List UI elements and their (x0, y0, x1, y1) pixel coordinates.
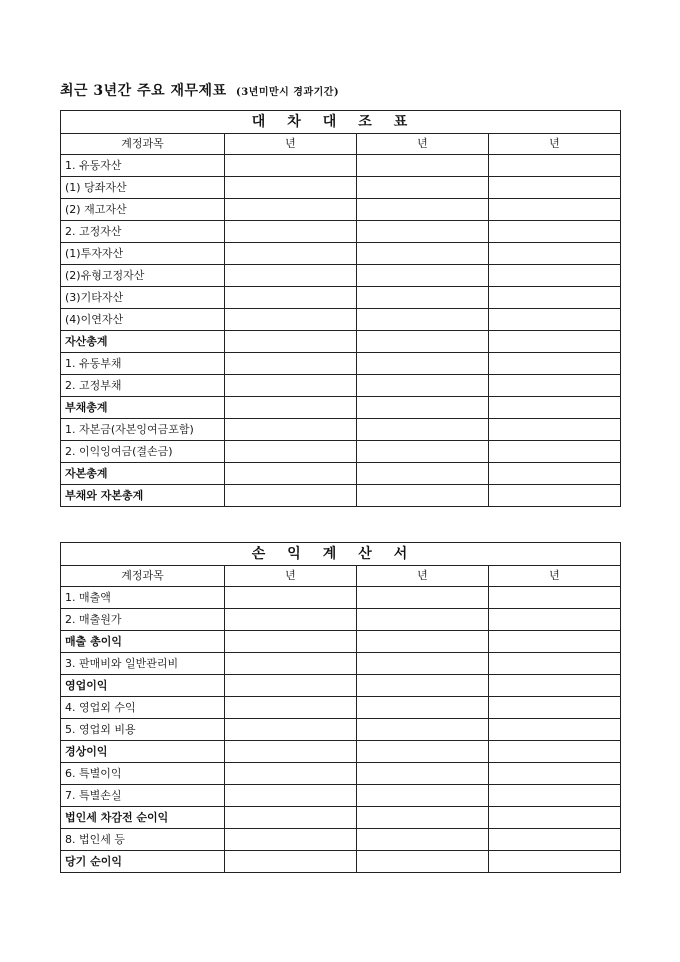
year-2-value-cell[interactable] (357, 353, 489, 375)
year-1-value-cell[interactable] (225, 463, 357, 485)
table-row (61, 763, 621, 785)
table-row (61, 675, 621, 697)
year-3-value-cell[interactable] (489, 353, 621, 375)
account-label: 2. 매출원가 (61, 609, 225, 631)
balance-sheet-title-row (61, 111, 621, 134)
year-2-value-cell[interactable] (357, 221, 489, 243)
table-row (61, 741, 621, 763)
year-2-value-cell[interactable] (357, 807, 489, 829)
income-statement-body (61, 543, 621, 873)
income-statement-title: 손익계산서 (61, 543, 621, 566)
account-label: 1. 유동자산 (61, 155, 225, 177)
year-2-value-cell[interactable] (357, 719, 489, 741)
header-year-1: 년 (225, 566, 357, 587)
account-label: (1) 당좌자산 (61, 177, 225, 199)
year-2-value-cell[interactable] (357, 199, 489, 221)
year-3-value-cell[interactable] (489, 243, 621, 265)
year-1-value-cell[interactable] (225, 697, 357, 719)
account-label: (4)이연자산 (61, 309, 225, 331)
page-title-text: 최근 3년간 주요 재무제표 (60, 83, 227, 99)
year-3-value-cell[interactable] (489, 485, 621, 507)
year-1-value-cell[interactable] (225, 265, 357, 287)
table-row (61, 829, 621, 851)
year-2-value-cell[interactable] (357, 463, 489, 485)
year-3-value-cell[interactable] (489, 741, 621, 763)
page-title-note: (3년미만시 경과기간) (235, 87, 340, 98)
table-row (61, 177, 621, 199)
year-1-value-cell[interactable] (225, 719, 357, 741)
year-1-value-cell[interactable] (225, 441, 357, 463)
year-1-value-cell[interactable] (225, 331, 357, 353)
table-row (61, 199, 621, 221)
table-row (61, 653, 621, 675)
year-2-value-cell[interactable] (357, 287, 489, 309)
table-row (61, 309, 621, 331)
year-2-value-cell[interactable] (357, 485, 489, 507)
year-3-value-cell[interactable] (489, 375, 621, 397)
year-2-value-cell[interactable] (357, 331, 489, 353)
account-label: 영업이익 (61, 675, 225, 697)
account-label: 부채와 자본총계 (61, 485, 225, 507)
year-2-value-cell[interactable] (357, 609, 489, 631)
account-label: 자산총계 (61, 331, 225, 353)
year-1-value-cell[interactable] (225, 353, 357, 375)
year-1-value-cell[interactable] (225, 199, 357, 221)
account-label: 8. 법인세 등 (61, 829, 225, 851)
year-3-value-cell[interactable] (489, 653, 621, 675)
table-row (61, 155, 621, 177)
year-2-value-cell[interactable] (357, 397, 489, 419)
header-year-2: 년 (357, 134, 489, 155)
year-2-value-cell[interactable] (357, 763, 489, 785)
account-label: 1. 자본금(자본잉여금포함) (61, 419, 225, 441)
account-label: 법인세 차감전 순이익 (61, 807, 225, 829)
account-label: 2. 이익잉여금(결손금) (61, 441, 225, 463)
account-label: 당기 순이익 (61, 851, 225, 873)
year-2-value-cell[interactable] (357, 675, 489, 697)
table-row (61, 243, 621, 265)
year-3-value-cell[interactable] (489, 287, 621, 309)
year-3-value-cell[interactable] (489, 807, 621, 829)
year-2-value-cell[interactable] (357, 243, 489, 265)
table-row (61, 463, 621, 485)
year-3-value-cell[interactable] (489, 221, 621, 243)
year-1-value-cell[interactable] (225, 419, 357, 441)
year-3-value-cell[interactable] (489, 331, 621, 353)
year-2-value-cell[interactable] (357, 265, 489, 287)
year-2-value-cell[interactable] (357, 155, 489, 177)
balance-sheet-header-row (61, 134, 621, 155)
balance-sheet-title: 대차대조표 (61, 111, 621, 134)
account-label: 1. 유동부채 (61, 353, 225, 375)
year-1-value-cell[interactable] (225, 741, 357, 763)
header-account: 계정과목 (61, 566, 225, 587)
year-1-value-cell[interactable] (225, 287, 357, 309)
year-1-value-cell[interactable] (225, 675, 357, 697)
year-1-value-cell[interactable] (225, 829, 357, 851)
year-3-value-cell[interactable] (489, 851, 621, 873)
year-1-value-cell[interactable] (225, 631, 357, 653)
table-row (61, 419, 621, 441)
account-label: 1. 매출액 (61, 587, 225, 609)
year-2-value-cell[interactable] (357, 851, 489, 873)
table-row (61, 331, 621, 353)
account-label: 부채총계 (61, 397, 225, 419)
table-row (61, 265, 621, 287)
table-row (61, 287, 621, 309)
account-label: 매출 총이익 (61, 631, 225, 653)
account-label: 4. 영업외 수익 (61, 697, 225, 719)
year-3-value-cell[interactable] (489, 609, 621, 631)
year-3-value-cell[interactable] (489, 719, 621, 741)
table-row (61, 785, 621, 807)
year-1-value-cell[interactable] (225, 485, 357, 507)
account-label: (2)유형고정자산 (61, 265, 225, 287)
year-1-value-cell[interactable] (225, 785, 357, 807)
year-1-value-cell[interactable] (225, 807, 357, 829)
year-3-value-cell[interactable] (489, 265, 621, 287)
year-1-value-cell[interactable] (225, 653, 357, 675)
account-label: 자본총계 (61, 463, 225, 485)
year-1-value-cell[interactable] (225, 221, 357, 243)
balance-sheet-table (60, 110, 621, 507)
header-year-3: 년 (489, 566, 621, 587)
table-row (61, 697, 621, 719)
header-account: 계정과목 (61, 134, 225, 155)
header-year-3: 년 (489, 134, 621, 155)
year-2-value-cell[interactable] (357, 631, 489, 653)
account-label: (2) 재고자산 (61, 199, 225, 221)
year-2-value-cell[interactable] (357, 785, 489, 807)
year-3-value-cell[interactable] (489, 177, 621, 199)
year-1-value-cell[interactable] (225, 309, 357, 331)
year-2-value-cell[interactable] (357, 741, 489, 763)
year-3-value-cell[interactable] (489, 463, 621, 485)
table-row (61, 221, 621, 243)
table-row (61, 807, 621, 829)
year-3-value-cell[interactable] (489, 309, 621, 331)
year-2-value-cell[interactable] (357, 309, 489, 331)
table-row (61, 441, 621, 463)
year-2-value-cell[interactable] (357, 653, 489, 675)
year-1-value-cell[interactable] (225, 763, 357, 785)
page-title (60, 80, 339, 100)
table-row (61, 719, 621, 741)
year-2-value-cell[interactable] (357, 441, 489, 463)
balance-sheet-body (61, 111, 621, 507)
year-1-value-cell[interactable] (225, 851, 357, 873)
year-2-value-cell[interactable] (357, 419, 489, 441)
year-1-value-cell[interactable] (225, 587, 357, 609)
income-statement-header-row (61, 566, 621, 587)
account-label: (3)기타자산 (61, 287, 225, 309)
year-3-value-cell[interactable] (489, 763, 621, 785)
year-3-value-cell[interactable] (489, 199, 621, 221)
year-3-value-cell[interactable] (489, 587, 621, 609)
table-row (61, 375, 621, 397)
year-3-value-cell[interactable] (489, 419, 621, 441)
account-label: 6. 특별이익 (61, 763, 225, 785)
year-1-value-cell[interactable] (225, 609, 357, 631)
year-3-value-cell[interactable] (489, 441, 621, 463)
table-row (61, 587, 621, 609)
year-3-value-cell[interactable] (489, 829, 621, 851)
year-1-value-cell[interactable] (225, 243, 357, 265)
table-row (61, 851, 621, 873)
table-row (61, 631, 621, 653)
table-row (61, 353, 621, 375)
year-2-value-cell[interactable] (357, 587, 489, 609)
table-row (61, 485, 621, 507)
year-2-value-cell[interactable] (357, 829, 489, 851)
year-1-value-cell[interactable] (225, 375, 357, 397)
account-label: (1)투자자산 (61, 243, 225, 265)
account-label: 5. 영업외 비용 (61, 719, 225, 741)
account-label: 경상이익 (61, 741, 225, 763)
account-label: 7. 특별손실 (61, 785, 225, 807)
year-1-value-cell[interactable] (225, 397, 357, 419)
income-statement-table (60, 542, 621, 873)
year-3-value-cell[interactable] (489, 631, 621, 653)
table-row (61, 609, 621, 631)
year-3-value-cell[interactable] (489, 675, 621, 697)
account-label: 3. 판매비와 일반관리비 (61, 653, 225, 675)
year-2-value-cell[interactable] (357, 697, 489, 719)
account-label: 2. 고정자산 (61, 221, 225, 243)
year-2-value-cell[interactable] (357, 177, 489, 199)
year-1-value-cell[interactable] (225, 155, 357, 177)
year-3-value-cell[interactable] (489, 155, 621, 177)
header-year-1: 년 (225, 134, 357, 155)
header-year-2: 년 (357, 566, 489, 587)
year-1-value-cell[interactable] (225, 177, 357, 199)
account-label: 2. 고정부채 (61, 375, 225, 397)
year-3-value-cell[interactable] (489, 785, 621, 807)
year-3-value-cell[interactable] (489, 397, 621, 419)
income-statement-title-row (61, 543, 621, 566)
year-2-value-cell[interactable] (357, 375, 489, 397)
year-3-value-cell[interactable] (489, 697, 621, 719)
table-row (61, 397, 621, 419)
